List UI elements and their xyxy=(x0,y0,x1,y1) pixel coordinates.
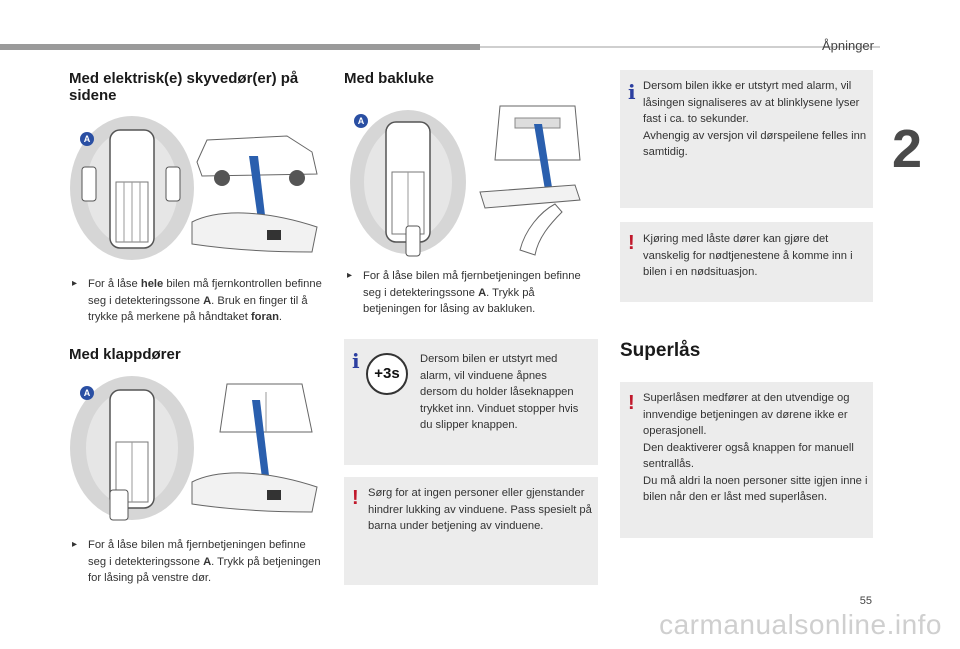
flap-door-illustration xyxy=(62,372,330,524)
alarm-info-line: Avhengig av versjon vil dørspeilene felles inn samtidig. xyxy=(643,129,867,158)
text-span: . Trykk på betjeningen for låsing på venstre dør. xyxy=(88,555,321,584)
text-span: . Trykk på betjeningen for låsing av bakluken. xyxy=(363,286,536,315)
text-bold: A xyxy=(478,286,487,299)
tailgate-text xyxy=(347,268,595,318)
windows-info-text: Dersom bilen er utstyrt med alarm, vil vinduene åpnes dersom du holder låseknappen trykket inn. Vinduet stopper hvis du slipper knappen. xyxy=(420,353,579,431)
info-icon: i xyxy=(352,349,360,373)
tailgate-illustration xyxy=(340,100,590,260)
text-bold: A xyxy=(203,555,212,568)
tailgate-figure xyxy=(340,100,590,260)
warning-icon: ! xyxy=(628,232,635,254)
text-bold: hele xyxy=(140,278,164,290)
sliding-door-text xyxy=(72,276,323,326)
superlock-line: Superlåsen medfører at den utvendige og innvendige betjeningen av dørene ikke er operasjonell. xyxy=(643,392,850,437)
arrow-bullet-icon: ▸ xyxy=(347,270,353,281)
flap-door-figure xyxy=(62,372,330,524)
text-bold: foran xyxy=(250,311,279,323)
sliding-door-figure xyxy=(62,112,330,264)
text-span: . xyxy=(278,311,283,323)
chapter-number: 2 xyxy=(891,119,922,179)
superlock-line: Du må aldri la noen personer sitte igjen inne i bilen når den er låst med superlåsen. xyxy=(643,474,868,503)
info-icon: i xyxy=(628,80,636,104)
superlock-line: Den deaktiverer også knappen for manuell sentrallås. xyxy=(643,441,854,470)
superlock-title: Superlås xyxy=(620,340,701,361)
text-span: bilen må fjernkontrollen befinne seg i detekteringssone xyxy=(88,278,322,307)
sliding-door-illustration xyxy=(62,112,330,264)
watermark: carmanualsonline.info xyxy=(659,609,942,640)
text-span: For å låse bilen må fjernbetjeningen befinne seg i detekteringssone xyxy=(88,539,306,568)
windows-warning-box xyxy=(344,477,598,585)
alarm-info-text xyxy=(643,78,867,161)
alarm-info-line: Dersom bilen ikke er utstyrt med alarm, vil låsingen signaliseres av at blinklysene lyser fast i ca. to sekunder. xyxy=(643,80,860,125)
text-bold: A xyxy=(203,294,212,307)
windows-warning-text: Sørg for at ingen personer eller gjenstander hindrer lukking av vinduene. Pass spesielt på barna under betjening av vinduene. xyxy=(368,487,592,532)
zone-a-badge: A xyxy=(354,114,368,128)
locked-warning-text: Kjøring med låste dører kan gjøre det vanskelig for nødtjenestene å komme inn i bilen i en nødsituasjon. xyxy=(643,233,853,278)
page-number: 55 xyxy=(859,595,872,607)
flap-door-text xyxy=(72,537,323,587)
warning-icon: ! xyxy=(352,487,359,509)
text-span: For å låse xyxy=(88,278,141,290)
superlock-warning-box xyxy=(620,382,873,538)
zone-a-badge: A xyxy=(80,386,94,400)
superlock-warning-text xyxy=(643,390,871,506)
alarm-info-box xyxy=(620,70,873,208)
sliding-door-title: Med elektrisk(e) skyvedør(er) på sidene xyxy=(69,70,299,104)
arrow-bullet-icon: ▸ xyxy=(72,278,78,289)
text-span: For å låse bilen må fjernbetjeningen befinne seg i detekteringssone xyxy=(363,270,581,299)
header-rule xyxy=(0,44,480,50)
flap-door-title: Med klappdører xyxy=(69,346,181,363)
hold-3s-badge: +3s xyxy=(366,353,408,395)
warning-icon: ! xyxy=(628,392,635,414)
locked-warning-box xyxy=(620,222,873,302)
windows-info-box xyxy=(344,339,598,465)
zone-a-badge: A xyxy=(80,132,94,146)
tailgate-title: Med bakluke xyxy=(344,70,435,87)
section-label: Åpninger xyxy=(821,38,874,53)
arrow-bullet-icon: ▸ xyxy=(72,539,78,550)
header-rule-thin xyxy=(480,46,880,48)
text-span: . Bruk en finger til å trykke på merkene på håndtaket xyxy=(88,294,308,323)
